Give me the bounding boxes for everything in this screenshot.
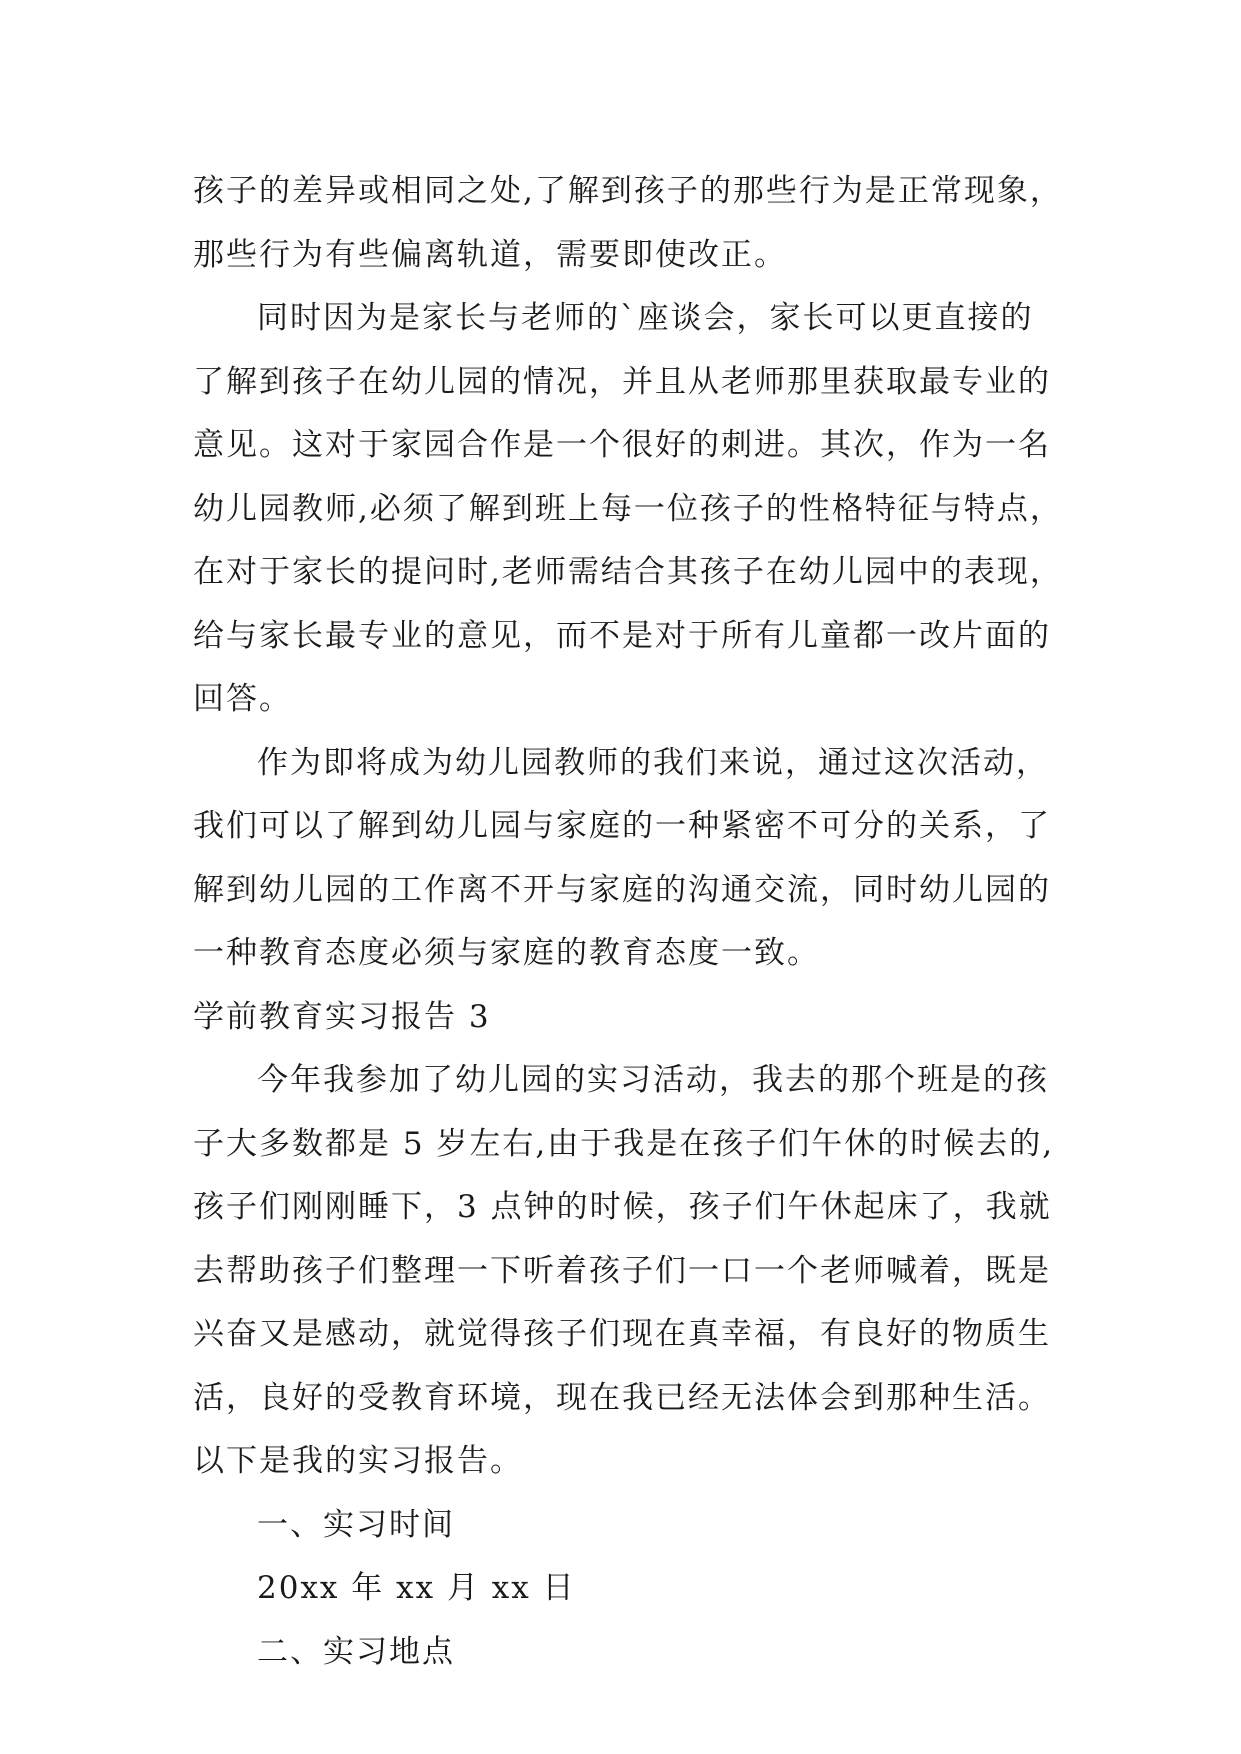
text-line: 了解到孩子在幼儿园的情况，并且从老师那里获取最专业的 xyxy=(193,363,1051,400)
paragraph-conclusion xyxy=(193,732,1073,986)
text-line: 兴奋又是感动，就觉得孩子们现在真幸福，有良好的物质生 xyxy=(193,1316,1051,1352)
text-line: 解到幼儿园的工作离不开与家庭的沟通交流，同时幼儿园的 xyxy=(193,871,1051,908)
item-heading-location: 二、实习地点 xyxy=(257,1633,455,1670)
text-line: 孩子们刚刚睡下，3 点钟的时候，孩子们午休起床了，我就 xyxy=(193,1189,1052,1225)
paragraph-meeting xyxy=(193,287,1073,732)
text-line: 作为即将成为幼儿园教师的我们来说，通过这次活动， xyxy=(257,744,1049,781)
text-line: 回答。 xyxy=(193,681,292,717)
paragraph-continuation xyxy=(193,160,1073,287)
item-date: 20xx 年 xx 月 xx 日 xyxy=(257,1570,576,1606)
text-line: 子大多数都是 5 岁左右,由于我是在孩子们午休的时候去的, xyxy=(193,1125,1055,1162)
text-line: 以下是我的实习报告。 xyxy=(193,1443,523,1479)
text-line: 去帮助孩子们整理一下听着孩子们一口一个老师喊着，既是 xyxy=(193,1252,1051,1289)
text-line: 同时因为是家长与老师的`座谈会，家长可以更直接的 xyxy=(257,300,1034,336)
text-line: 在对于家长的提问时,老师需结合其孩子在幼儿园中的表现， xyxy=(193,554,1063,590)
text-line: 活，良好的受教育环境，现在我已经无法体会到那种生活。 xyxy=(193,1379,1051,1416)
text-line: 给与家长最专业的意见，而不是对于所有儿童都一改片面的 xyxy=(193,617,1051,654)
text-line: 意见。这对于家园合作是一个很好的刺进。其次，作为一名 xyxy=(193,427,1051,463)
text-line: 幼儿园教师,必须了解到班上每一位孩子的性格特征与特点， xyxy=(193,490,1063,527)
section-title: 学前教育实习报告 3 xyxy=(193,998,491,1035)
item-heading-time: 一、实习时间 xyxy=(257,1506,455,1543)
text-line: 那些行为有些偏离轨道，需要即使改正。 xyxy=(193,236,787,273)
document-body xyxy=(193,160,1073,1684)
text-line: 孩子的差异或相同之处,了解到孩子的那些行为是正常现象， xyxy=(193,173,1063,209)
text-line: 一种教育态度必须与家庭的教育态度一致。 xyxy=(193,935,820,971)
paragraph-intro xyxy=(193,1049,1073,1494)
text-line: 我们可以了解到幼儿园与家庭的一种紧密不可分的关系，了 xyxy=(193,808,1051,844)
text-line: 今年我参加了幼儿园的实习活动，我去的那个班是的孩 xyxy=(257,1062,1049,1098)
